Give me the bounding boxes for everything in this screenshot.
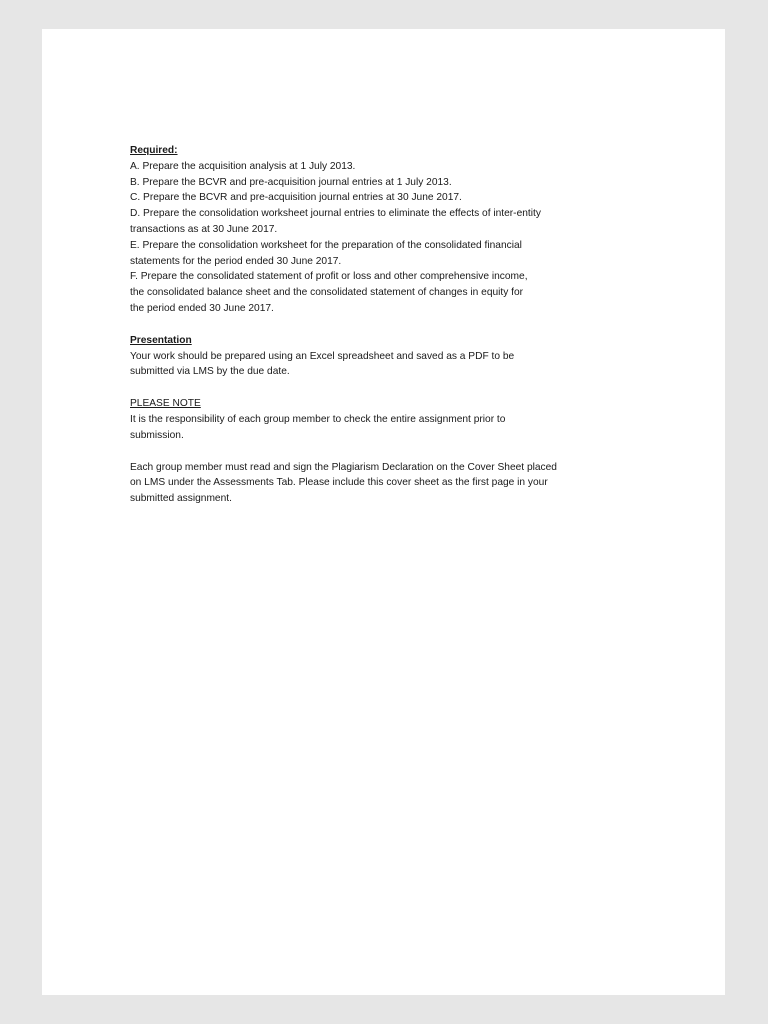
- required-line-a: A. Prepare the acquisition analysis at 1 July 2013.: [130, 160, 356, 172]
- required-line-f: F. Prepare the consolidated statement of profit or loss and other comprehensive income,: [130, 271, 528, 283]
- plagiarism-line-1: Each group member must read and sign the Plagiarism Declaration on the Cover Sheet placed: [130, 461, 557, 473]
- required-line-e: E. Prepare the consolidation worksheet for the preparation of the consolidated financial: [130, 239, 522, 251]
- note-line-1: It is the responsibility of each group member to check the entire assignment prior to: [130, 413, 506, 425]
- required-heading: Required:: [130, 145, 178, 156]
- note-line-2: submission.: [130, 429, 184, 441]
- plagiarism-line-2: on LMS under the Assessments Tab. Please include this cover sheet as the first page in your: [130, 477, 548, 489]
- presentation-section: [130, 333, 630, 380]
- note-heading: PLEASE NOTE: [130, 398, 201, 410]
- required-section: [130, 143, 630, 317]
- required-line-d: D. Prepare the consolidation worksheet journal entries to eliminate the effects of inter-entity: [130, 208, 541, 220]
- required-line-e-cont: statements for the period ended 30 June 2017.: [130, 255, 342, 267]
- document-page: [42, 29, 725, 995]
- required-line-d-cont: transactions as at 30 June 2017.: [130, 223, 278, 235]
- presentation-line-2: submitted via LMS by the due date.: [130, 366, 290, 378]
- required-line-f-cont-1: the consolidated balance sheet and the consolidated statement of changes in equity for: [130, 287, 524, 299]
- plagiarism-section: [130, 460, 630, 507]
- required-line-f-cont-2: the period ended 30 June 2017.: [130, 302, 274, 314]
- note-section: [130, 396, 630, 443]
- plagiarism-line-3: submitted assignment.: [130, 493, 232, 505]
- presentation-heading: Presentation: [130, 334, 192, 346]
- presentation-line-1: Your work should be prepared using an Excel spreadsheet and saved as a PDF to be: [130, 350, 515, 362]
- required-line-c: C. Prepare the BCVR and pre-acquisition journal entries at 30 June 2017.: [130, 192, 462, 204]
- required-line-b: B. Prepare the BCVR and pre-acquisition journal entries at 1 July 2013.: [130, 176, 452, 188]
- document-content: [130, 143, 630, 523]
